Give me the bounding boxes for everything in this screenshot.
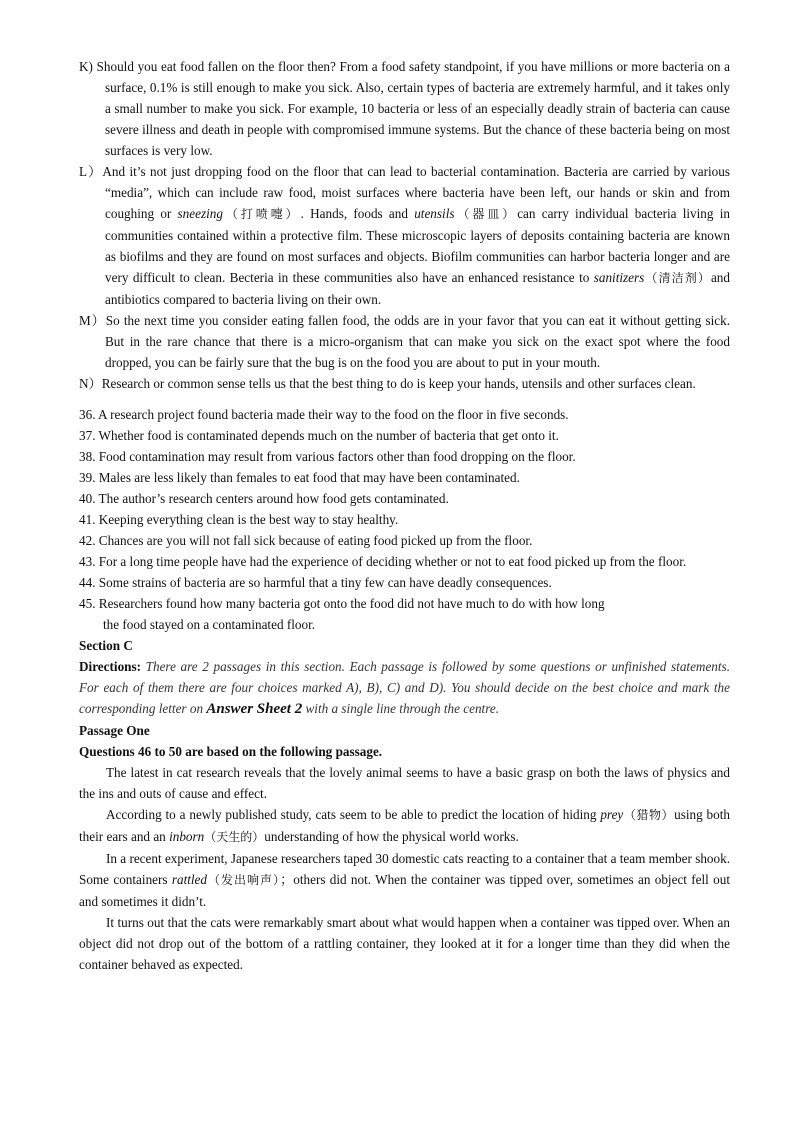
gloss-utensils: （器皿） [454, 207, 518, 221]
question-item-45 [79, 593, 730, 635]
paragraph-l-text-1: L）And it’s not just dropping food on the floor that can lead to bacterial contamination. Bacteria are carried by various “media”, which can include raw food, moist surfaces where bacteria have been left, our hands or skin and from coughing or [79, 164, 730, 221]
questions-intro: Questions 46 to 50 are based on the following passage. [79, 744, 383, 759]
passage-one-heading: Passage One [79, 723, 150, 738]
passage-paragraph-1: The latest in cat research reveals that the lovely animal seems to have a basic grasp on both the laws of physics and the ins and outs of cause and effect. [79, 765, 730, 801]
paragraph-k: K) Should you eat food fallen on the floor then? From a food safety standpoint, if you have millions or more bacteria on a surface, 0.1% is still enough to make you sick. Also, certain types of bacteria are extremely harmful, and it takes only a small number to make you sick. For example, 10 bacteria or less of an especially deadly strain of bacteria can cause severe illness and death in people with compromised immune systems. But the chance of these bacteria being on most surfaces is very low. [79, 59, 730, 158]
directions-label: Directions: [79, 659, 142, 674]
passage-p2-text-a: According to a newly published study, cats seem to be able to predict the location of hiding [106, 807, 601, 822]
term-sneezing: sneezing [177, 206, 223, 221]
question-item: 43. For a long time people have had the experience of deciding whether or not to eat food picked up from the floor. [79, 554, 687, 569]
gloss-rattled: （发出响声） [207, 873, 281, 887]
passage-paragraph-4: It turns out that the cats were remarkably smart about what would happen when a container was tipped over. When an object did not drop out of the bottom of a rattling container, they looked at it for a longer time than they did when the container behaved as expected. [79, 915, 730, 972]
gloss-sneezing: （打喷嚏） [222, 207, 301, 221]
question-item: 44. Some strains of bacteria are so harmful that a tiny few can have deadly consequences. [79, 575, 552, 590]
passage-paragraph-2 [79, 804, 730, 848]
passage-p2-text-c: understanding of how the physical world works. [264, 829, 519, 844]
gloss-inborn: （天生的） [204, 830, 265, 844]
directions-text-end: with a single line through the centre. [302, 701, 500, 716]
directions [79, 656, 730, 720]
question-item: 37. Whether food is contaminated depends much on the number of bacteria that get onto it. [79, 428, 559, 443]
question-45-line-2: the food stayed on a contaminated floor. [103, 617, 316, 632]
passage-p2-text-b: using both their ears and an [79, 807, 730, 844]
term-sanitizers: sanitizers [593, 270, 645, 285]
question-item: 40. The author’s research centers around how food gets contaminated. [79, 491, 449, 506]
gloss-prey: （猎物） [623, 808, 675, 822]
paragraph-l-text-4: and antibiotics compared to bacteria living on their own. [105, 270, 730, 307]
term-utensils: utensils [414, 206, 455, 221]
question-item: 39. Males are less likely than females to eat food that may have been contaminated. [79, 470, 520, 485]
question-item: 38. Food contamination may result from various factors other than food dropping on the floor. [79, 449, 576, 464]
paragraph-l [79, 161, 730, 310]
question-item: 41. Keeping everything clean is the best way to stay healthy. [79, 512, 399, 527]
answer-sheet-label: Answer Sheet 2 [206, 701, 303, 717]
question-item: 36. A research project found bacteria made their way to the food on the floor in five seconds. [79, 407, 569, 422]
passage-p3-text-b: ；others did not. When the container was tipped over, sometimes an object fell out and sometimes it didn’t. [79, 872, 730, 909]
paragraph-l-text-3: can carry individual bacteria living in communities contained within a protective film. These microscopic layers of deposits containing bacteria are known as biofilms and they are found on most surfaces and objects. Biofilm communities can harbor bacteria longer and are very difficult to clean. Becteria in these communities also have an enhanced resistance to [105, 206, 730, 285]
term-rattled: rattled [171, 872, 208, 887]
gloss-sanitizers: （清洁剂） [644, 271, 711, 285]
question-list [79, 404, 730, 635]
paragraph-m: M）So the next time you consider eating fallen food, the odds are in your favor that you can eat it without getting sick. But in the rare chance that there is a micro-organism that can make you sick on the exact spot where the food dropped, you can be fairly sure that the bug is on the food you are about to put in your mouth. [79, 313, 730, 370]
term-prey: prey [600, 807, 624, 822]
section-c-heading: Section C [79, 638, 133, 653]
question-item: 42. Chances are you will not fall sick because of eating food picked up from the floor. [79, 533, 533, 548]
paragraph-n: N）Research or common sense tells us that the best thing to do is keep your hands, utensils and other surfaces clean. [79, 376, 696, 391]
paragraph-l-text-2: . Hands, foods and [300, 206, 415, 221]
passage-paragraph-3 [79, 848, 730, 912]
question-45-line-1: 45. Researchers found how many bacteria got onto the food did not have much to do with how long [79, 596, 605, 611]
term-inborn: inborn [169, 829, 205, 844]
passage-p3-text-a: In a recent experiment, Japanese researchers taped 30 domestic cats reacting to a container that a team member shook. Some containers [79, 851, 730, 887]
directions-text: There are 2 passages in this section. Each passage is followed by some questions or unfinished statements. For each of them there are four choices marked A), B), C) and D). You should decide on the best choice and mark the corresponding letter on [79, 659, 730, 716]
